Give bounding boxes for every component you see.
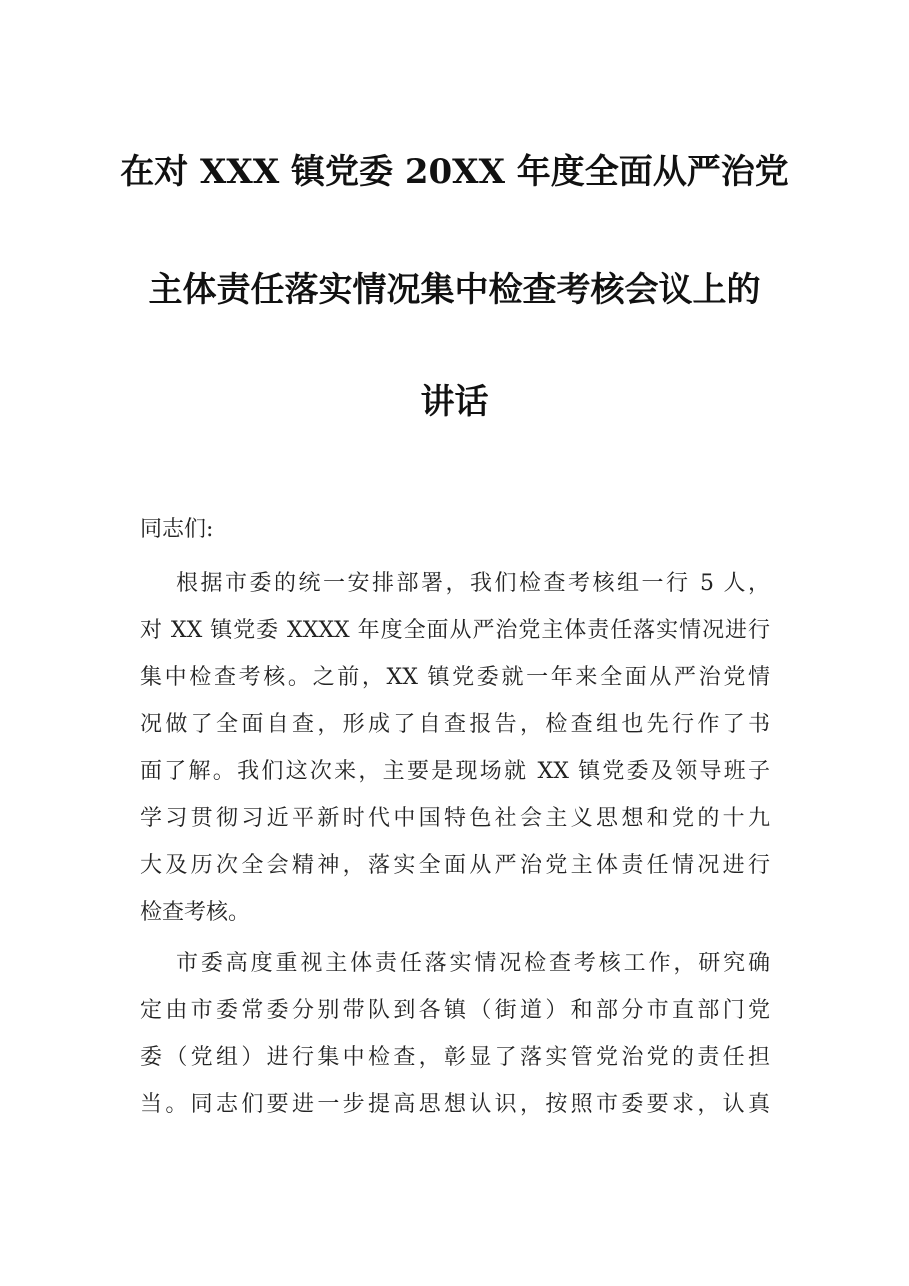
salutation: 同志们: — [140, 517, 214, 542]
paragraph-line: 委（党组）进行集中检查，彰显了落实管党治党的责任担 — [140, 1045, 770, 1070]
paragraph-2 — [140, 940, 770, 1128]
paragraph-line: 对 XX 镇党委 XXXX 年度全面从严治党主体责任落实情况进行 — [140, 618, 770, 643]
paragraph-line: 况做了全面自查，形成了自查报告，检查组也先行作了书 — [140, 712, 770, 737]
paragraph-line: 当。同志们要进一步提高思想认识，按照市委要求，认真 — [140, 1092, 770, 1117]
title-line-3: 讲话 — [420, 382, 489, 422]
paragraph-1 — [140, 560, 770, 936]
paragraph-line: 根据市委的统一安排部署，我们检查考核组一行 5 人， — [176, 571, 770, 596]
paragraph-line: 市委高度重视主体责任落实情况检查考核工作，研究确 — [176, 951, 770, 976]
title-line-2: 主体责任落实情况集中检查考核会议上的 — [148, 270, 761, 310]
paragraph-line: 面了解。我们这次来，主要是现场就 XX 镇党委及领导班子 — [140, 759, 770, 784]
title-line-1: 在对 XXX 镇党委 20XX 年度全面从严治党 — [120, 152, 789, 192]
paragraph-line: 检查考核。 — [140, 900, 251, 925]
paragraph-line: 定由市委常委分别带队到各镇（街道）和部分市直部门党 — [140, 998, 770, 1023]
paragraph-line: 集中检查考核。之前，XX 镇党委就一年来全面从严治党情 — [140, 665, 770, 690]
paragraph-line: 大及历次全会精神，落实全面从严治党主体责任情况进行 — [140, 853, 770, 878]
paragraph-line: 学习贯彻习近平新时代中国特色社会主义思想和党的十九 — [140, 806, 770, 831]
